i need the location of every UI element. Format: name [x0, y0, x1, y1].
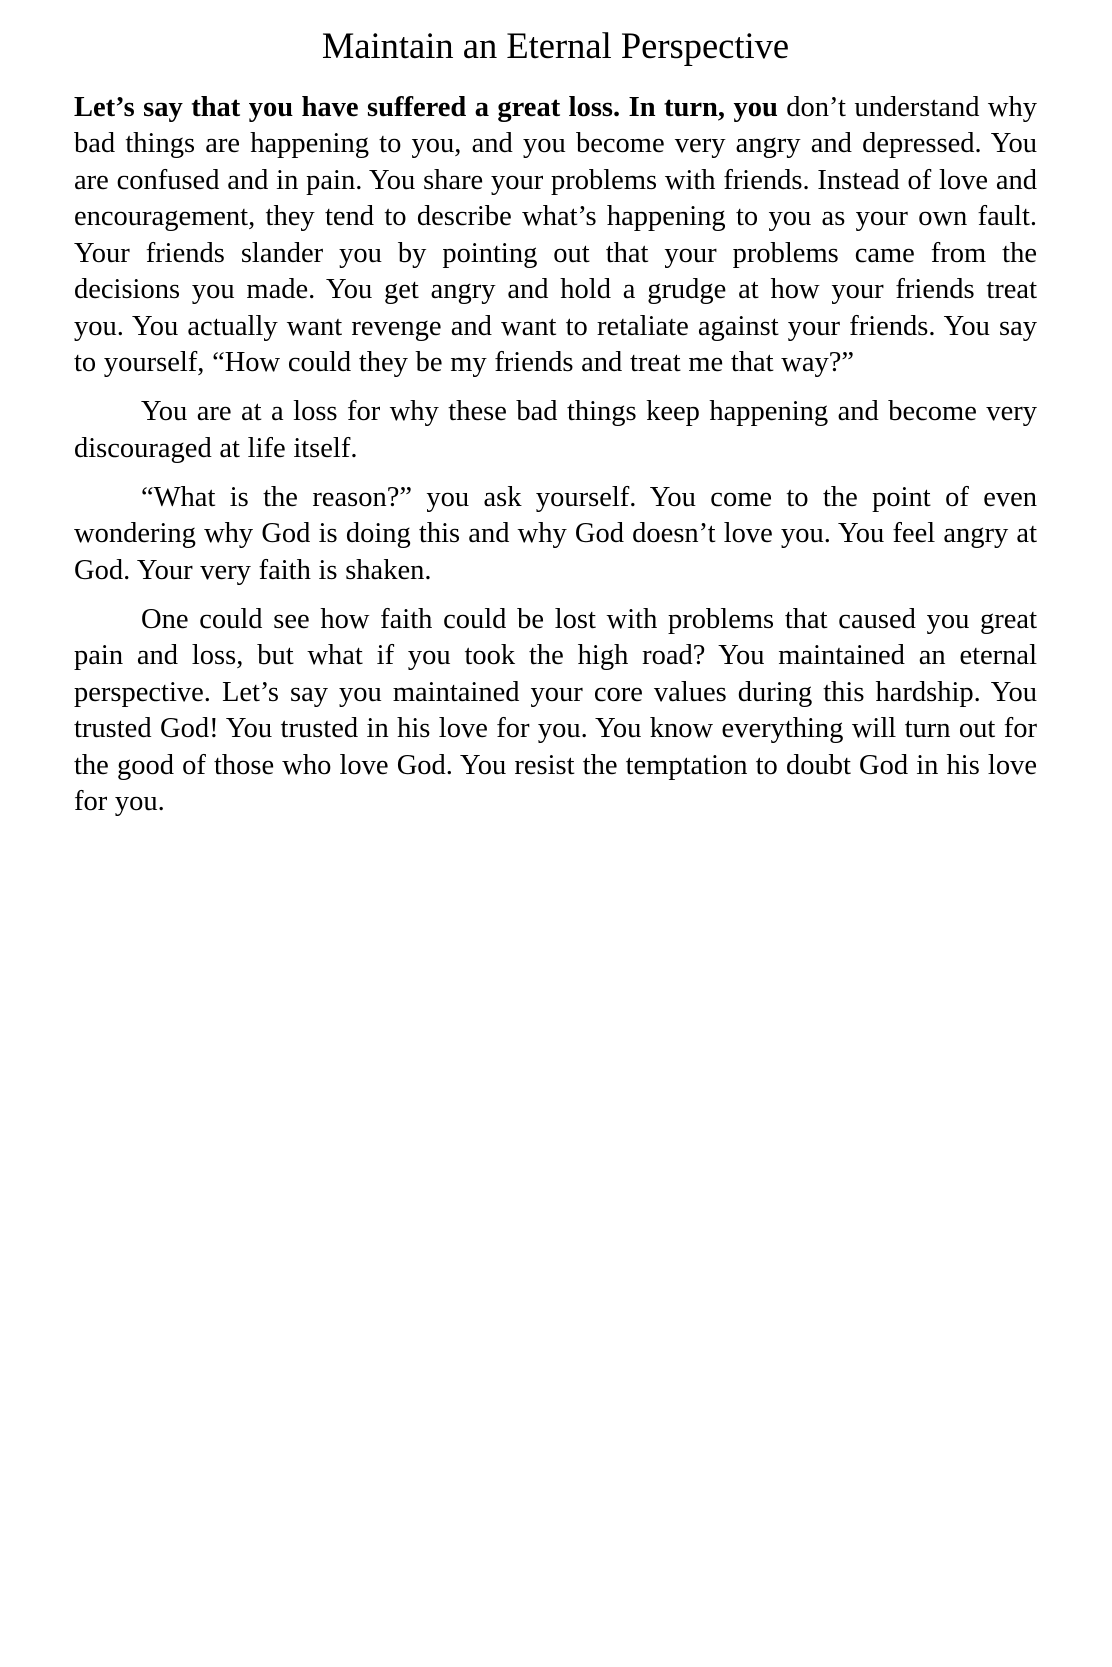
paragraph-4 [74, 602, 1037, 821]
page-title: Maintain an Eternal Perspective [321, 25, 790, 66]
paragraph-3 [74, 480, 1037, 590]
paragraph-4-text: One could see how faith could be lost with problems that caused you great pain and loss, but what if you took the high road? You maintained an eternal perspective. Let’s say you maintained your core values during this hardship. You trusted God! You trusted in his love for you. You know everything will turn out for the good of those who love God. You resist the temptation to doubt God in his love for you. [74, 603, 1037, 818]
paragraph-1-text: don’t understand why bad things are happening to you, and you become very angry and depressed. You are confused and in pain. You share your problems with friends. Instead of love and encouragement, they tend to describe what’s happening to you as your own fault. Your friends slander you by pointing out that your problems came from the decisions you made. You get angry and hold a grudge at how your friends treat you. You actually want revenge and want to retaliate against your friends. You say to yourself, “How could they be my friends and treat me that way?” [74, 91, 1037, 379]
paragraph-1 [74, 90, 1037, 382]
paragraph-2-text: You are at a loss for why these bad things keep happening and become very discouraged at life itself. [74, 396, 1037, 464]
paragraph-2 [74, 394, 1037, 467]
paragraph-3-text: “What is the reason?” you ask yourself. You come to the point of even wondering why God is doing this and why God doesn’t love you. You feel angry at God. Your very faith is shaken. [74, 481, 1037, 586]
paragraph-1-bold-lead: Let’s say that you have suffered a great loss. In turn, you [74, 91, 778, 123]
